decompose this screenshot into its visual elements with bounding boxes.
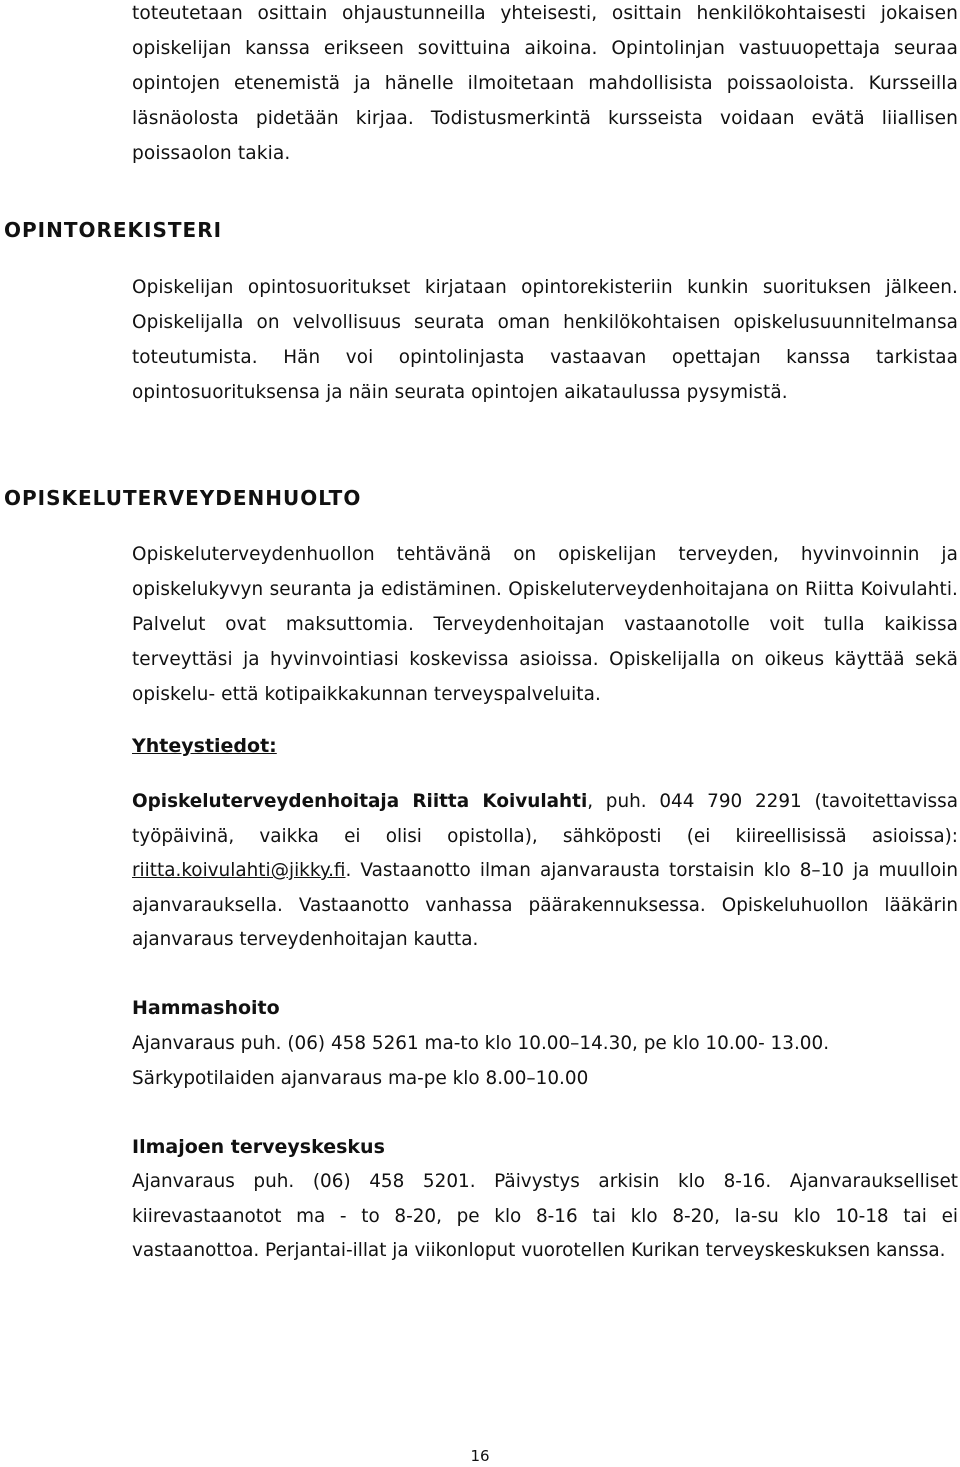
email-link[interactable]: riitta.koivulahti@jikky.fi <box>132 860 346 881</box>
contact-paragraph <box>132 785 958 958</box>
contact-name: Opiskeluterveydenhoitaja Riitta Koivulahti <box>132 791 588 812</box>
opiskeluterveydenhuolto-heading: OPISKELUTERVEYDENHUOLTO <box>4 486 362 510</box>
hammashoito-heading: Hammashoito <box>132 997 280 1019</box>
hammashoito-line-1: Ajanvaraus puh. (06) 458 5261 ma-to klo 10.00–14.30, pe klo 10.00- 13.00. <box>132 1033 830 1054</box>
contact-text-1: , puh. 044 790 2291 (tavoitettavissa työpäivinä, vaikka ei olisi opistolla), sähköposti (ei kiireellisissä asioissa): <box>132 791 958 847</box>
contact-text-2: . Vastaanotto ilman ajanvarausta torstaisin klo 8–10 ja muulloin ajanvarauksella. Vastaanotto vanhassa päärakennuksessa. Opiskeluhuollon lääkärin ajanvaraus terveydenhoitajan kautta. <box>132 860 958 950</box>
opintorekisteri-heading: OPINTOREKISTERI <box>4 218 223 242</box>
contact-heading: Yhteystiedot: <box>132 735 277 757</box>
page-number: 16 <box>470 1447 490 1465</box>
opiskeluterveydenhuolto-paragraph: Opiskeluterveydenhuollon tehtävänä on opiskelijan terveyden, hyvinvoinnin ja opiskelukyvyn seuranta ja edistäminen. Opiskeluterveydenhoitajana on Riitta Koivulahti. Palvelut ovat maksuttomia. Terveydenhoitajan vastaanotolle voit tulla kaikissa terveyttäsi ja hyvinvointiasi koskevissa asioissa. Opiskelijalla on oikeus käyttää sekä opiskelu- että kotipaikkakunnan terveyspalveluita. <box>132 544 958 705</box>
terveyskeskus-heading: Ilmajoen terveyskeskus <box>132 1136 385 1158</box>
hammashoito-line-2: Särkypotilaiden ajanvaraus ma-pe klo 8.00–10.00 <box>132 1067 589 1089</box>
hammashoito-block <box>132 1027 958 1096</box>
opintorekisteri-paragraph: Opiskelijan opintosuoritukset kirjataan opintorekisteriin kunkin suorituksen jälkeen. Opiskelijalla on velvollisuus seurata oman henkilökohtaisen opiskelusuunnitelmansa toteutumista. Hän voi opintolinjasta vastaavan opettajan kanssa tarkistaa opintosuorituksensa ja näin seurata opintojen aikataulussa pysymistä. <box>132 277 958 403</box>
terveyskeskus-paragraph: Ajanvaraus puh. (06) 458 5201. Päivystys arkisin klo 8-16. Ajanvaraukselliset kiirevastaanotot ma - to 8-20, pe klo 8-16 tai klo 8-20, la-su klo 10-18 tai ei vastaanottoa. Perjantai-illat ja viikonloput vuorotellen Kurikan terveyskeskuksen kanssa. <box>132 1171 958 1261</box>
intro-paragraph: toteutetaan osittain ohjaustunneilla yhteisesti, osittain henkilökohtaisesti jokaisen opiskelijan kanssa erikseen sovittuina aikoina. Opintolinjan vastuuopettaja seuraa opintojen etenemistä ja hänelle ilmoitetaan mahdollisista poissaoloista. Kursseilla läsnäolosta pidetään kirjaa. Todistusmerkintä kursseista voidaan evätä liiallisen poissaolon takia. <box>132 3 958 164</box>
